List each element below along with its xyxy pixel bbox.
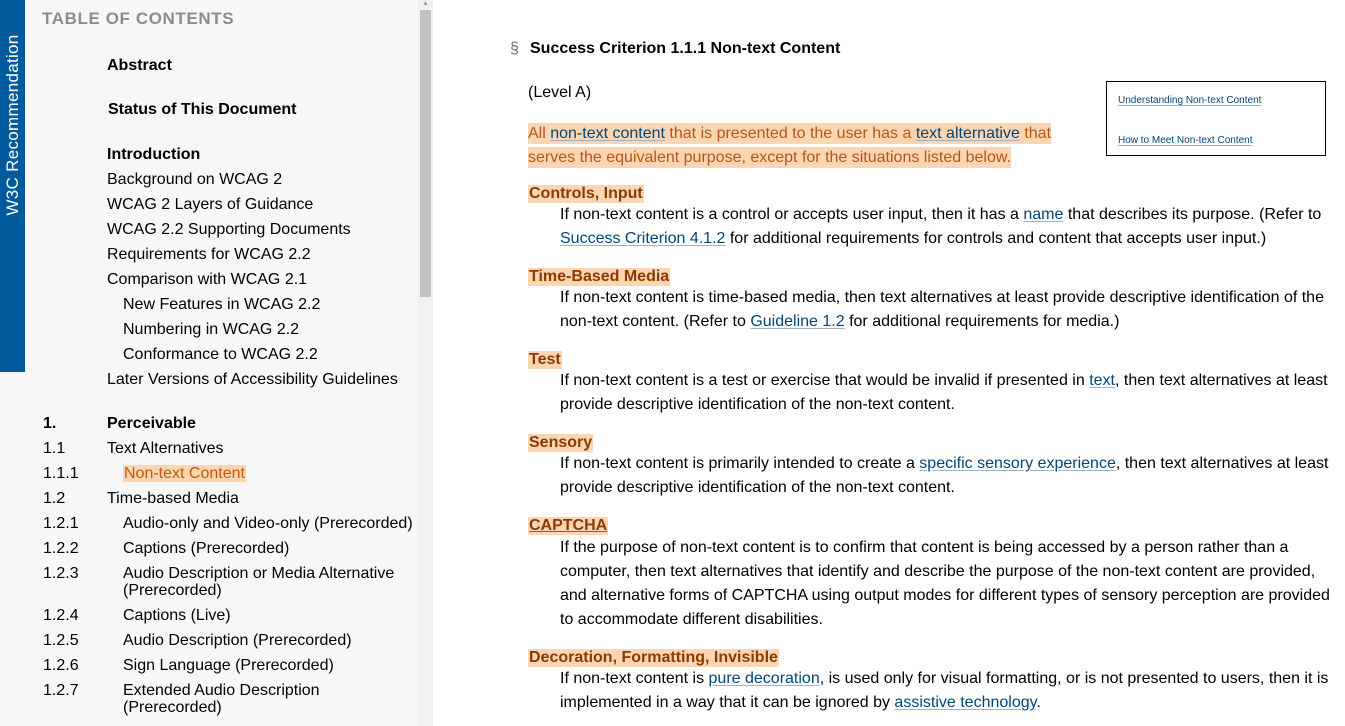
- toc-item-label[interactable]: Text Alternatives: [107, 440, 224, 457]
- how-to-meet-link[interactable]: How to Meet Non-text Content: [1118, 135, 1253, 146]
- glossary-link[interactable]: Guideline 1.2: [750, 313, 845, 330]
- w3c-recommendation-tab[interactable]: [0, 0, 25, 372]
- glossary-link[interactable]: pure decoration: [708, 670, 820, 687]
- toc-item-label[interactable]: Audio Description (Prerecorded): [123, 632, 352, 649]
- page-title: Success Criterion 1.1.1 Non-text Content: [530, 40, 841, 57]
- toc-item-label[interactable]: Captions (Live): [123, 607, 231, 624]
- toc-item-label[interactable]: Time-based Media: [107, 490, 239, 507]
- toc-item-label[interactable]: Later Versions of Accessibility Guidelines: [107, 371, 398, 388]
- definition-text: If non-text content is time-based media, then text alternatives at least provide descriptive identification of the non-text content. (Refer to: [560, 289, 1324, 330]
- definition-text: for additional requirements for controls and content that accepts user input.): [725, 230, 1267, 247]
- text-alternative-link[interactable]: text alternative: [915, 125, 1020, 142]
- section-anchor-icon[interactable]: §: [510, 40, 519, 57]
- toc-heading: TABLE OF CONTENTS: [42, 9, 235, 28]
- definition-text: , then text alternatives at least provide descriptive identification of the non-text content.: [560, 455, 1329, 496]
- exception-term: Time-Based Media: [529, 268, 670, 285]
- toc-item-label[interactable]: Status of This Document: [108, 101, 297, 118]
- toc-item-number: 1.: [43, 415, 57, 432]
- toc-item-number: 1.2.4: [43, 607, 79, 624]
- glossary-link[interactable]: name: [1023, 206, 1064, 223]
- statement-highlight: [528, 123, 1051, 168]
- toc-item-label[interactable]: Introduction: [107, 146, 201, 163]
- definition-text: If non-text content is a test or exercise that would be invalid if presented in: [560, 372, 1090, 389]
- definition-text: If non-text content is a control or accepts user input, then it has a: [560, 206, 1024, 223]
- glossary-link[interactable]: assistive technology: [894, 694, 1037, 711]
- exception-term[interactable]: CAPTCHA: [529, 517, 608, 534]
- main-content: [433, 0, 1345, 726]
- definition-text: , then text alternatives at least provide descriptive identification of the non-text content.: [560, 372, 1328, 413]
- understanding-box: [1106, 81, 1326, 156]
- toc-sidebar: [0, 0, 418, 726]
- toc-item-number: 1.2.3: [43, 565, 79, 582]
- conformance-level: (Level A): [528, 84, 592, 101]
- toc-item-label[interactable]: Perceivable: [107, 415, 196, 432]
- toc-item-number: 1.1: [43, 440, 66, 457]
- toc-item-number: 1.2.7: [43, 682, 79, 699]
- toc-item-current-label[interactable]: Non-text Content: [124, 465, 245, 482]
- exception-definition: [560, 667, 1335, 715]
- definition-text: , is used only for visual formatting, or is not presented to users, then it is implemented in a way that it can be ignored by: [560, 670, 1329, 711]
- exception-definition: [560, 369, 1335, 417]
- glossary-link[interactable]: specific sensory experience: [919, 455, 1116, 472]
- non-text-content-link[interactable]: non-text content: [550, 125, 665, 142]
- glossary-link[interactable]: text: [1089, 372, 1115, 389]
- definition-text: .: [1036, 694, 1041, 711]
- exception-term: Controls, Input: [529, 185, 643, 202]
- scroll-up-arrow-icon[interactable]: ▲: [422, 0, 429, 7]
- toc-item-label[interactable]: Audio Description or Media Alternative (Prerecorded): [123, 565, 395, 599]
- exception-definition: [560, 286, 1335, 334]
- definition-text: for additional requirements for media.): [844, 313, 1120, 330]
- understanding-link[interactable]: Understanding Non-text Content: [1118, 95, 1262, 106]
- toc-item-label[interactable]: Abstract: [107, 57, 172, 74]
- toc-item-label[interactable]: Audio-only and Video-only (Prerecorded): [123, 515, 413, 532]
- toc-item-label[interactable]: Conformance to WCAG 2.2: [123, 346, 318, 363]
- toc-item-label[interactable]: Extended Audio Description (Prerecorded): [123, 682, 320, 716]
- exception-definition: [560, 452, 1335, 500]
- toc-item-number: 1.2.1: [43, 515, 79, 532]
- toc-item-label[interactable]: Numbering in WCAG 2.2: [123, 321, 300, 338]
- toc-item-label[interactable]: Comparison with WCAG 2.1: [107, 271, 308, 288]
- exception-definition: [560, 203, 1335, 251]
- definition-text: If non-text content is primarily intended to create a: [560, 455, 920, 472]
- statement-text: All: [528, 125, 551, 142]
- definition-text: If non-text content is: [560, 670, 709, 687]
- w3c-tab-label: W3C Recommendation: [3, 34, 22, 216]
- toc-item-number: 1.2.2: [43, 540, 79, 557]
- exception-term: Sensory: [529, 434, 593, 451]
- criterion-statement: [528, 122, 1068, 170]
- toc-item-label[interactable]: Background on WCAG 2: [107, 171, 283, 188]
- toc-item-label[interactable]: New Features in WCAG 2.2: [123, 296, 321, 313]
- toc-item-label[interactable]: WCAG 2 Layers of Guidance: [107, 196, 314, 213]
- toc-item-number: 1.2.5: [43, 632, 79, 649]
- toc-item-label[interactable]: Requirements for WCAG 2.2: [107, 246, 311, 263]
- toc-item-number: 1.2: [43, 490, 66, 507]
- toc-item-label[interactable]: Captions (Prerecorded): [123, 540, 290, 557]
- toc-item-number: 1.1.1: [43, 465, 79, 482]
- glossary-link[interactable]: Success Criterion 4.1.2: [560, 230, 726, 247]
- statement-text: that serves the equivalent purpose, except for the situations listed below.: [528, 125, 1052, 166]
- definition-text: If the purpose of non-text content is to confirm that content is being accessed by a person rather than a computer, then text alternatives that identify and describe the purpose of the non-text content are provided, and alternative forms of CAPTCHA using output modes for different types of sensory perception are provided to accommodate different disabilities.: [560, 539, 1330, 628]
- toc-item-label[interactable]: Sign Language (Prerecorded): [123, 657, 334, 674]
- exception-definition: [560, 536, 1335, 632]
- toc-item-number: 1.2.6: [43, 657, 79, 674]
- exception-term: Test: [529, 351, 561, 368]
- definition-text: that describes its purpose. (Refer to: [1063, 206, 1322, 223]
- toc-item-label[interactable]: WCAG 2.2 Supporting Documents: [107, 221, 351, 238]
- statement-text: that is presented to the user has a: [664, 125, 916, 142]
- exception-term: Decoration, Formatting, Invisible: [529, 649, 778, 666]
- sidebar-scroll-thumb[interactable]: [420, 10, 431, 297]
